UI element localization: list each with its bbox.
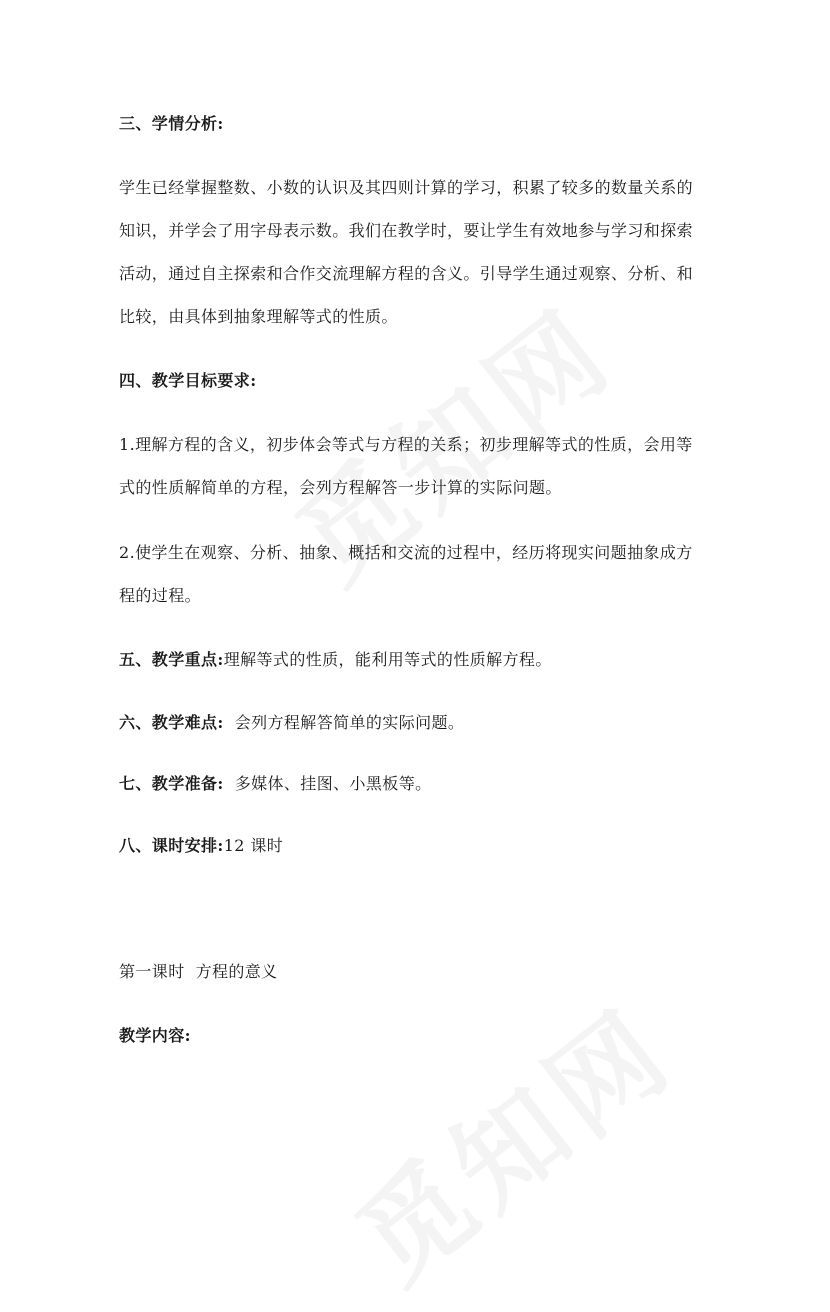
paragraph-line: 活动，通过自主探索和合作交流理解方程的含义。引导学生通过观察、分析、和 — [119, 264, 694, 283]
preparation-label: 七、教学准备: — [119, 774, 224, 793]
objective-1-line: 1.理解方程的含义，初步体会等式与方程的关系；初步理解等式的性质，会用等 — [119, 435, 693, 454]
lesson-content-heading: 教学内容: — [119, 1026, 191, 1045]
paragraph-line: 学生已经掌握整数、小数的认识及其四则计算的学习，积累了较多的数量关系的 — [119, 178, 694, 197]
schedule-label: 八、课时安排: — [119, 836, 224, 855]
lesson-title: 第一课时 方程的意义 — [119, 962, 278, 981]
paragraph-line: 知识，并学会了用字母表示数。我们在教学时，要让学生有效地参与学习和探索 — [119, 221, 694, 240]
key-points-label: 五、教学重点: — [119, 650, 224, 669]
paragraph-line: 比较，由具体到抽象理解等式的性质。 — [119, 307, 398, 326]
watermark — [320, 966, 701, 1312]
preparation-row — [119, 774, 432, 794]
objective-2-line: 2.使学生在观察、分析、抽象、概括和交流的过程中，经历将现实问题抽象成方 — [119, 543, 693, 562]
section-heading-objectives: 四、教学目标要求: — [119, 371, 257, 390]
objective-1-line: 式的性质解简单的方程，会列方程解答一步计算的实际问题。 — [119, 478, 562, 497]
schedule-row — [119, 836, 283, 856]
key-points-row — [119, 650, 552, 670]
key-points-text: 理解等式的性质，能利用等式的性质解方程。 — [223, 650, 552, 669]
preparation-text: 多媒体、挂图、小黑板等。 — [223, 774, 432, 793]
schedule-text: 12 课时 — [223, 836, 284, 855]
difficulties-label: 六、教学难点: — [119, 713, 224, 732]
difficulties-row — [119, 713, 464, 733]
objective-2-line: 程的过程。 — [119, 586, 202, 605]
section-heading-learning-analysis: 三、学情分析: — [119, 114, 224, 133]
difficulties-text: 会列方程解答简单的实际问题。 — [223, 713, 465, 732]
